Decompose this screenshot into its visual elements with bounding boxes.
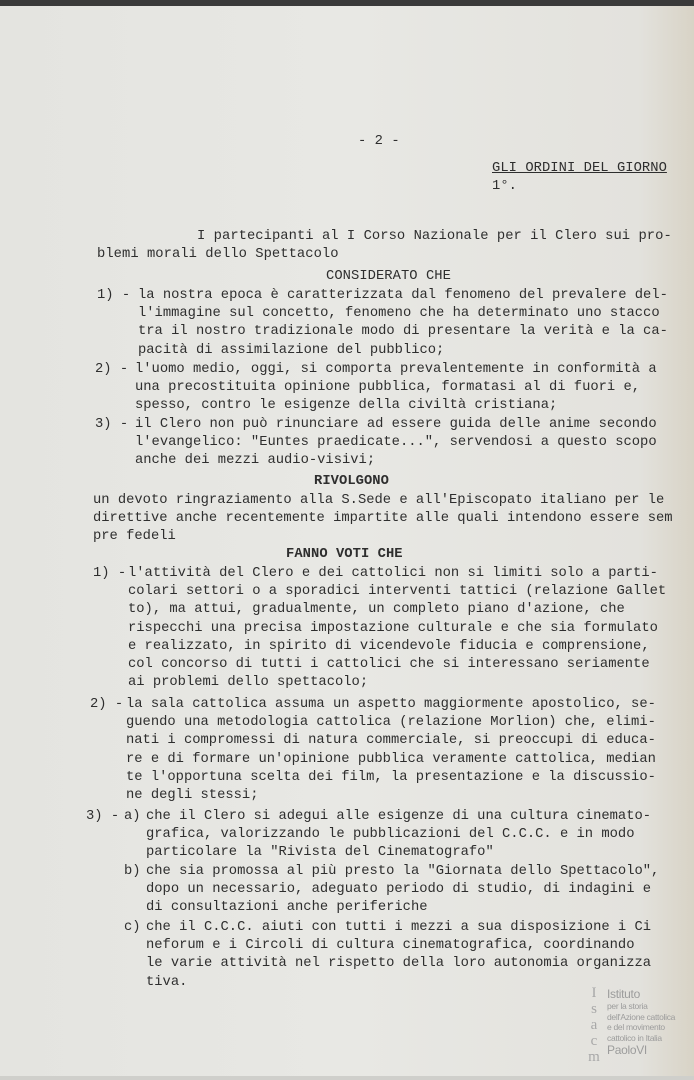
text-line: dopo un necessario, adeguato periodo di studio, di indagini e <box>146 882 652 898</box>
logo-text <box>607 987 675 1057</box>
logo-line: dell'Azione cattolica <box>607 1011 676 1022</box>
fanno-voti-item-1 <box>128 565 666 692</box>
isacem-watermark-logo <box>582 985 692 1067</box>
text-line: re e di formare un'opinione pubblica veramente cattolica, median <box>126 751 656 767</box>
text-line: una precostituita opinione pubblica, formatasi al di fuori e, <box>135 380 641 396</box>
item-number: 1) - <box>97 288 131 303</box>
text-line: pre fedeli <box>93 529 176 545</box>
logo-line: Istituto <box>607 987 640 1001</box>
considerato-item-3 <box>135 416 657 471</box>
document-heading: GLI ORDINI DEL GIORNO <box>492 161 667 176</box>
item-number: 3) - <box>95 417 129 432</box>
logo-letter: m <box>588 1049 600 1065</box>
fanno-voti-item-3a <box>146 808 651 863</box>
text-line: te l'opportuna scelta dei film, la presentazione e la discussio- <box>126 769 656 785</box>
item-number: 1) - <box>93 566 127 581</box>
text-line: le varie attività nel rispetto della loro autonomia organizza <box>146 956 652 972</box>
text-line: la sala cattolica assuma un aspetto maggiormente apostolico, se- <box>126 697 656 712</box>
item-number: 2) - <box>90 697 124 712</box>
scan-top-edge <box>0 0 694 6</box>
logo-letter: c <box>590 1033 598 1049</box>
text-line: guendo una metodologia cattolica (relazione Morlion) che, elimi- <box>126 715 656 731</box>
text-line: che sia promossa al più presto la "Giornata dello Spettacolo", <box>146 864 660 879</box>
intro-line: I partecipanti al I Corso Nazionale per il Clero sui pro- <box>197 229 672 244</box>
text-line: col concorso di tutti i cattolici che si interessano seriamente <box>128 656 650 672</box>
text-line: rispecchi una precisa impostazione culturale e che sia formulato <box>128 620 658 636</box>
logo-line: e del movimento <box>607 1022 665 1032</box>
scan-bottom-edge <box>0 1076 694 1080</box>
text-line: l'immagine sul concetto, fenomeno che ha determinato uno stacco <box>138 306 660 322</box>
text-line: particolare la "Rivista del Cinematografo" <box>146 845 494 861</box>
document-heading-number: 1°. <box>492 179 517 194</box>
section-title-rivolgono: RIVOLGONO <box>314 474 389 489</box>
logo-line: cattolico in Italia <box>607 1032 662 1043</box>
subitem-letter: b) <box>124 864 141 879</box>
considerato-item-2 <box>135 361 657 416</box>
item-number: 2) - <box>95 362 129 377</box>
text-line: l'evangelico: "Euntes praedicate...", servendosi a questo scopo <box>135 435 657 451</box>
text-line: neforum e i Circoli di cultura cinematografica, coordinando <box>146 938 635 954</box>
text-line: spesso, contro le esigenze della civiltà cristiana; <box>135 398 558 414</box>
text-line: anche dei mezzi audio-visivi; <box>135 453 376 469</box>
text-line: e realizzato, in spirito di vicendevole fiducia e comprensione, <box>128 638 650 654</box>
text-line: ne degli stessi; <box>126 787 259 803</box>
fanno-voti-item-3b <box>146 863 659 918</box>
text-line: che il Clero si adegui alle esigenze di una cultura cinemato- <box>146 809 652 824</box>
text-line: ai problemi dello spettacolo; <box>128 675 369 691</box>
logo-letter: s <box>591 1001 597 1017</box>
subitem-letter: a) <box>124 809 141 824</box>
section-title-fanno-voti: FANNO VOTI CHE <box>286 547 403 562</box>
text-line: la nostra epoca è caratterizzata dal fenomeno del prevalere del- <box>138 288 668 303</box>
logo-line: PaoloVI <box>607 1043 647 1057</box>
fanno-voti-item-2 <box>126 696 656 805</box>
text-line: to), ma attui, gradualmente, un completo piano d'azione, che <box>128 602 625 618</box>
item-number: 3) - <box>86 809 120 824</box>
page-number: - 2 - <box>358 134 400 149</box>
text-line: il Clero non può rinunciare ad essere guida delle anime secondo <box>135 417 657 432</box>
rivolgono-paragraph <box>93 492 673 547</box>
text-line: colari settori o a sporadici interventi tattici (relazione Gallet <box>128 584 667 600</box>
text-line: l'attività del Clero e dei cattolici non si limiti solo a parti- <box>128 566 658 581</box>
intro-line: blemi morali dello Spettacolo <box>97 247 339 262</box>
section-title-considerato: CONSIDERATO CHE <box>326 269 451 284</box>
considerato-item-1 <box>138 287 668 360</box>
fanno-voti-item-3c <box>146 919 651 992</box>
logo-line: per la storia <box>607 1001 648 1011</box>
text-line: un devoto ringraziamento alla S.Sede e all'Episcopato italiano per le <box>93 493 665 508</box>
text-line: nati i compromessi di natura commerciale, si preoccupi di educa- <box>126 733 656 749</box>
text-line: l'uomo medio, oggi, si comporta prevalentemente in conformità a <box>135 362 657 377</box>
text-line: tiva. <box>146 974 188 990</box>
logo-letters <box>584 985 604 1065</box>
logo-letter: a <box>590 1017 598 1033</box>
text-line: pacità di assimilazione del pubblico; <box>138 342 445 358</box>
text-line: tra il nostro tradizionale modo di presentare la verità e la ca- <box>138 324 668 340</box>
text-line: di consultazioni anche periferiche <box>146 900 428 916</box>
text-line: direttive anche recentemente impartite alle quali intendono essere sem <box>93 511 673 527</box>
text-line: che il C.C.C. aiuti con tutti i mezzi a sua disposizione i Ci <box>146 920 652 935</box>
text-line: grafica, valorizzando le pubblicazioni del C.C.C. e in modo <box>146 827 635 843</box>
subitem-letter: c) <box>124 920 141 935</box>
logo-letter: I <box>591 985 597 1001</box>
